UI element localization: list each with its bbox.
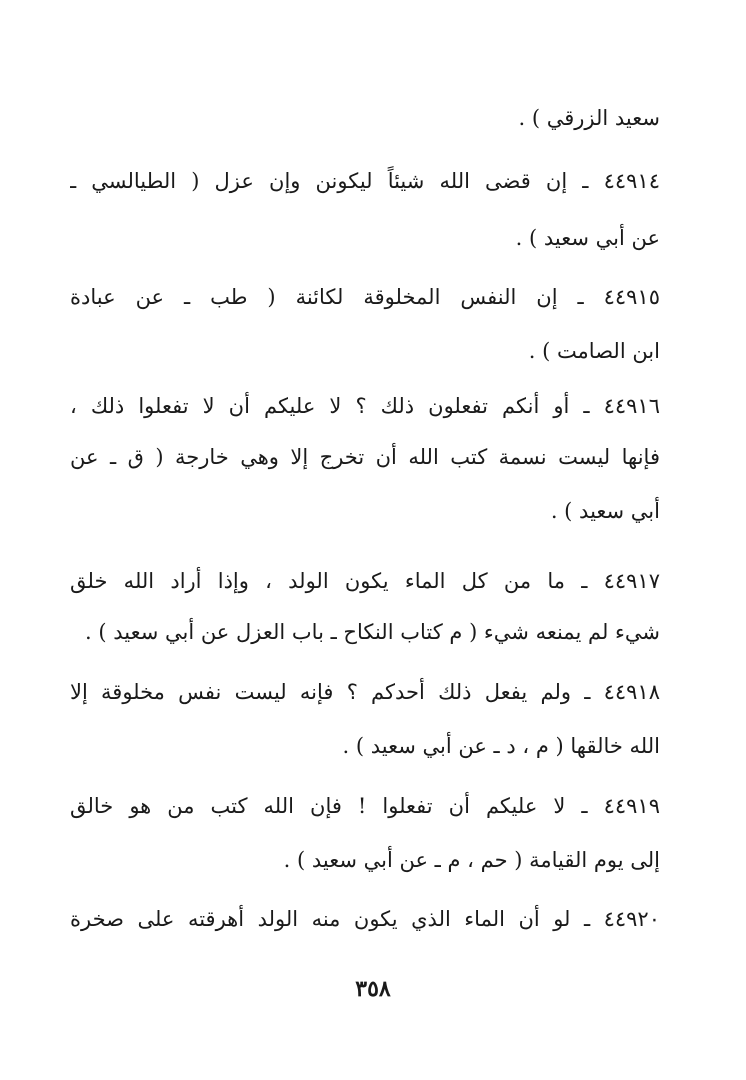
hadith-44918-line-1: ٤٤٩١٨ ـ ولم يفعل ذلك أحدكم ؟ فإنه ليست نفس مخلوقة إلا (70, 680, 660, 704)
hadith-44919-line-2: إلى يوم القيامة ( حم ، م ـ عن أبي سعيد ) . (283, 848, 660, 872)
hadith-44916-line-3: أبي سعيد ) . (550, 499, 660, 523)
page-number: ٣٥٨ (355, 976, 391, 1002)
hadith-44916-line-2: فإنها ليست نسمة كتب الله أن تخرج إلا وهي خارجة ( ق ـ عن (70, 445, 660, 469)
hadith-44919-line-1: ٤٤٩١٩ ـ لا عليكم أن تفعلوا ! فإن الله كتب من هو خالق (70, 794, 660, 818)
text-line: سعيد الزرقي ) . (518, 106, 660, 130)
hadith-44920-line-1: ٤٤٩٢٠ ـ لو أن الماء الذي يكون منه الولد أهرقته على صخرة (70, 907, 660, 931)
hadith-44917-line-2: شيء لم يمنعه شيء ( م كتاب النكاح ـ باب العزل عن أبي سعيد ) . (84, 620, 660, 644)
hadith-44916-line-1: ٤٤٩١٦ ـ أو أنكم تفعلون ذلك ؟ لا عليكم أن لا تفعلوا ذلك ، (70, 394, 660, 418)
hadith-44917-line-1: ٤٤٩١٧ ـ ما من كل الماء يكون الولد ، وإذا أراد الله خلق (70, 569, 660, 593)
hadith-44918-line-2: الله خالقها ( م ، د ـ عن أبي سعيد ) . (342, 734, 660, 758)
hadith-44914-line-1: ٤٤٩١٤ ـ إن قضى الله شيئاً ليكونن وإن عزل ( الطيالسي ـ (70, 169, 660, 193)
hadith-44915-line-1: ٤٤٩١٥ ـ إن النفس المخلوقة لكائنة ( طب ـ عن عبادة (70, 285, 660, 309)
hadith-44914-line-2: عن أبي سعيد ) . (515, 226, 660, 250)
hadith-44915-line-2: ابن الصامت ) . (528, 339, 660, 363)
